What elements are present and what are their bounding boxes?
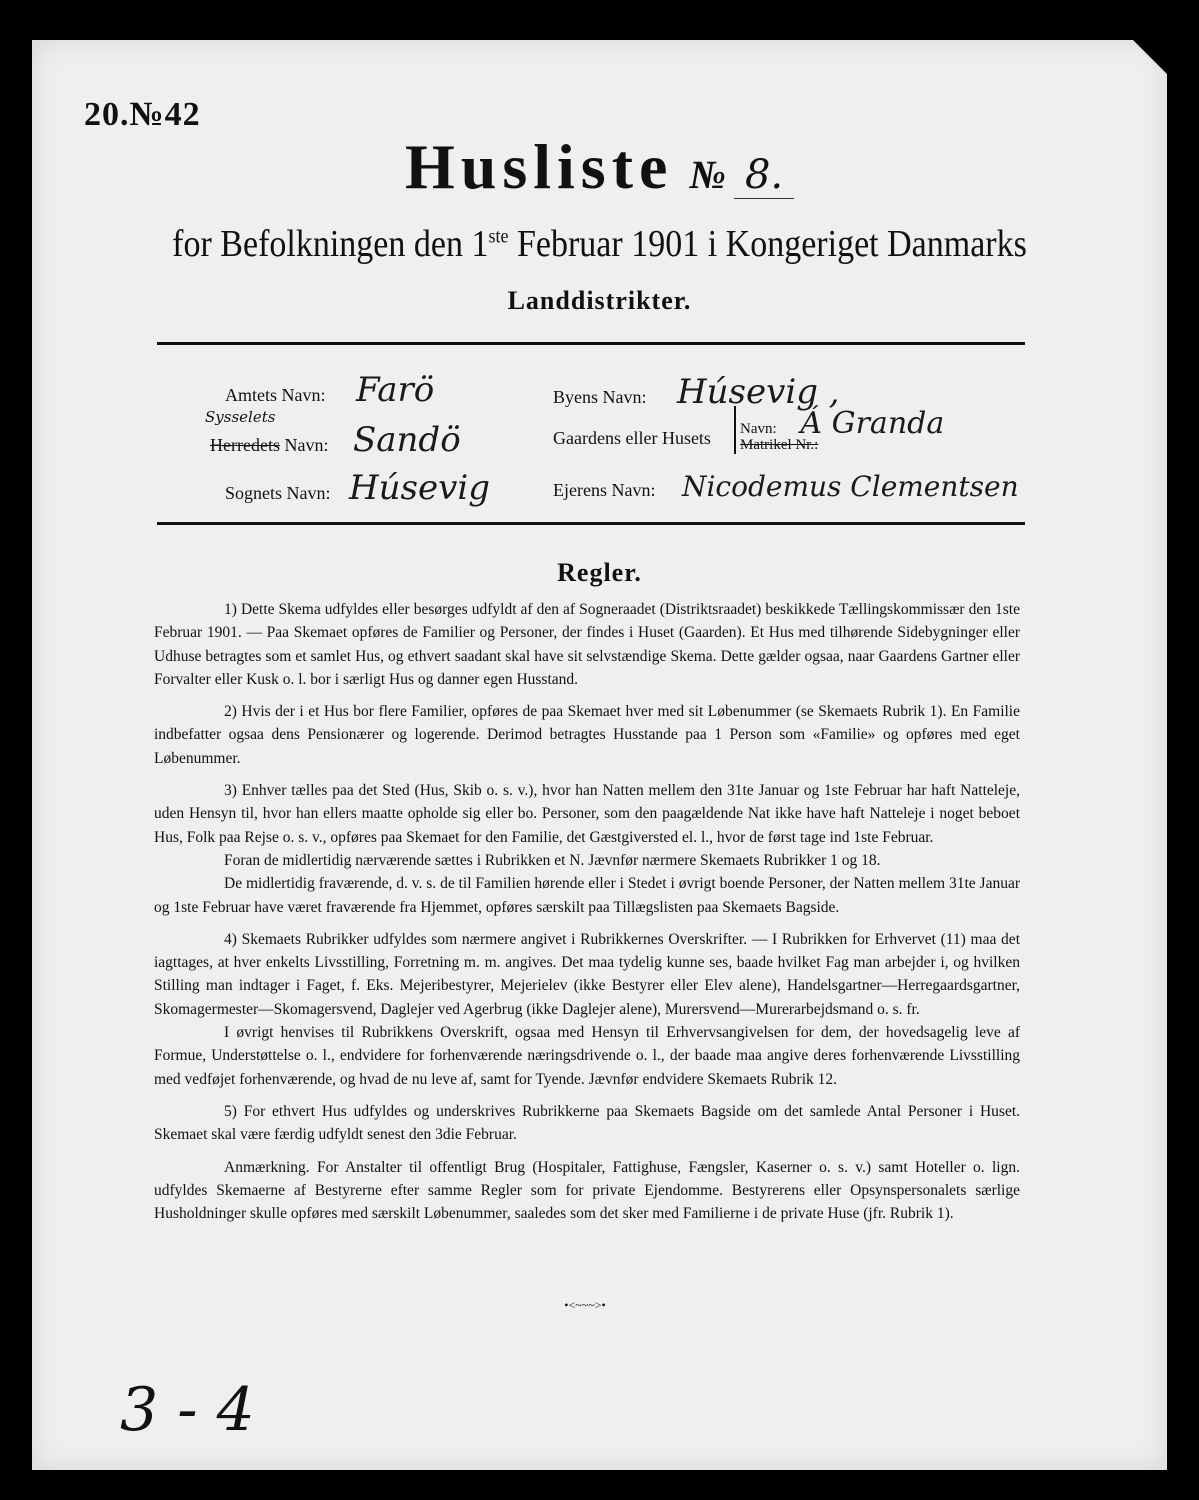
rule-4: 4) Skemaets Rubrikker udfyldes som nærmere angivet i Rubrikkernes Overskrifter. — I Rubrikken for Erhvervet (11) maa det iagttages, at hver enkelts Livsstilling, Forretning m. m. angives. Det maa tydelig kunne ses, baade hvilket Fag man arbejder i, og hvilken Stilling man indtager i Faget, f. Eks. Mejeribestyrer, Mejerielev (ikke Bestyrer eller Elev alene), Handelsgartner—Herregaardsgartner, Skomagermester—Skomagersvend, Daglejer ved Agerbrug (ikke Daglejer alene), Murersvend—Murerarbejdsmand o. s. fr. [154,930,1020,1018]
archive-number: 20.№42 [84,96,201,133]
rule-2: 2) Hvis der i et Hus bor flere Familier, opføres de paa Skemaet hver med sit Løbenummer (se Skemaets Rubrik 1). En Familie indbefatter ogsaa dens Pensionærer og logerende. Derimod betragtes Husstande paa 1 Person som «Familie» og opføres med eget Løbenummer. [154,703,1020,767]
by-value[interactable]: Húsevig , [677,372,840,412]
ejer-label: Ejerens Navn: [553,480,656,500]
rule-5: 5) For ethvert Hus udfyldes og underskrives Rubrikkerne paa Skemaets Bagside om det samlede Antal Personer i Huset. Skemaet skal være færdig udfyldt senest den 3die Februar. [154,1102,1020,1144]
by-label: Byens Navn: [553,387,647,407]
rules-heading: Regler. [557,558,642,587]
sogn-row [225,468,490,508]
amt-label: Amtets Navn: [225,385,326,405]
ejer-row [553,470,1019,503]
gaard-navn-label: Navn: [740,421,777,437]
sogn-value[interactable]: Húsevig [349,468,490,508]
herred-value[interactable]: Sandö [352,420,461,460]
rule-3: 3) Enhver tælles paa det Sted (Hus, Skib o. s. v.), hvor han Natten mellem den 31te Januar og 1ste Februar har haft Natteleje, uden Hensyn til, hvor han ellers maatte opholde sig eller bo. Personer, som den paagældende Nat ikke have haft Natteleje i noget beboet Hus, Folk paa Rejse o. s. v., opføres paa Skemaet for den Familie, det Gæstgiversted el. l., hvor de først tage ind 1ste Februar. [154,782,1020,846]
gaard-matrikel-label: Matrikel Nr.: [740,437,819,453]
house-number-field[interactable]: 8. [734,152,794,199]
form-sheet [32,40,1167,1470]
rule-3-note-b: De midlertidig fraværende, d. v. s. de til Familien hørende eller i Stedet i øvrigt boende Personer, der Natten mellem 31te Januar og 1ste Februar have været fraværende fra Hjemmet, opføres særskilt paa Tillægslisten paa Skemaets Bagside. [154,875,1020,916]
divider-top [157,342,1025,345]
ornament: •<~~~>• [564,1298,606,1312]
rules-body [154,598,1020,1234]
gaard-navn-value[interactable]: Á Granda [800,406,945,441]
form-title [32,130,1167,204]
ejer-value[interactable]: Nicodemus Clementsen [681,470,1019,503]
district-heading: Landdistrikter. [507,286,692,315]
herred-row [210,420,461,460]
herred-suffix: Navn: [279,435,329,455]
corner-fold [1133,40,1167,74]
gaard-navn-row [740,406,944,441]
herred-label: Herredets [210,435,280,455]
rule-4-note: I øvrigt henvises til Rubrikkens Overskrift, ogsaa med Hensyn til Erhvervsangivelsen for dem, der hovedsagelig leve af Formue, Understøttelse o. l., endvidere for forhenværende næringsdrivende o. l., der baade maa angive deres forhenværende Livsstilling med vedføjet forhenværende, og hvad de nu leve af, samt for Tyende. Jævnfør endvidere Skemaets Rubrik 12. [154,1024,1020,1088]
footer-pencil-mark: 3 - 4 [120,1375,255,1445]
gaard-label: Gaardens eller Husets [553,428,711,448]
syssel-handwritten: Sysselets [205,408,276,426]
amt-value[interactable]: Farö [356,370,435,410]
divider-bottom [157,522,1025,525]
sogn-label: Sognets Navn: [225,483,331,503]
rule-3-note-a: Foran de midlertidig nærværende sættes i Rubrikken et N. Jævnfør nærmere Skemaets Rubrikker 1 og 18. [224,851,881,869]
title-main: Husliste [404,131,674,202]
gaard-sub-fields [734,406,944,454]
form-subtitle: for Befolkningen den 1ste Februar 1901 i Kongeriget Danmarks [172,223,1027,266]
rule-1: 1) Dette Skema udfyldes eller besørges udfyldt af den af Sogneraadet (Distriktsraadet) beskikkede Tællingskommissær den 1ste Februar 1901. — Paa Skemaet opføres de Familier og Personer, der findes i Huset (Gaarden). Et Hus med tilhørende Sidebygninger eller Udhuse betragtes som et samlet Hus, og ethvert saadant skal have sit selvstændige Skema. Dette gælder ogsaa, naar Gaardens Gartner eller Forvalter eller Kusk o. l. bor i særligt Hus og danner egen Husstand. [154,601,1020,688]
remark: Anmærkning. For Anstalter til offentligt Brug (Hospitaler, Fattighuse, Fængsler, Kaserner o. s. v.) samt Hoteller o. lign. udfyldes Skemaerne af Bestyrerne efter samme Regler som for private Ejendomme. Bestyrerens eller Opsynspersonalets særlige Husholdninger skulle opføres med særskilt Løbenummer, saaledes som det sker med Familierne i de private Huse (jfr. Rubrik 1). [154,1158,1020,1223]
amt-row [225,370,434,410]
title-number-sign: № [689,152,727,197]
